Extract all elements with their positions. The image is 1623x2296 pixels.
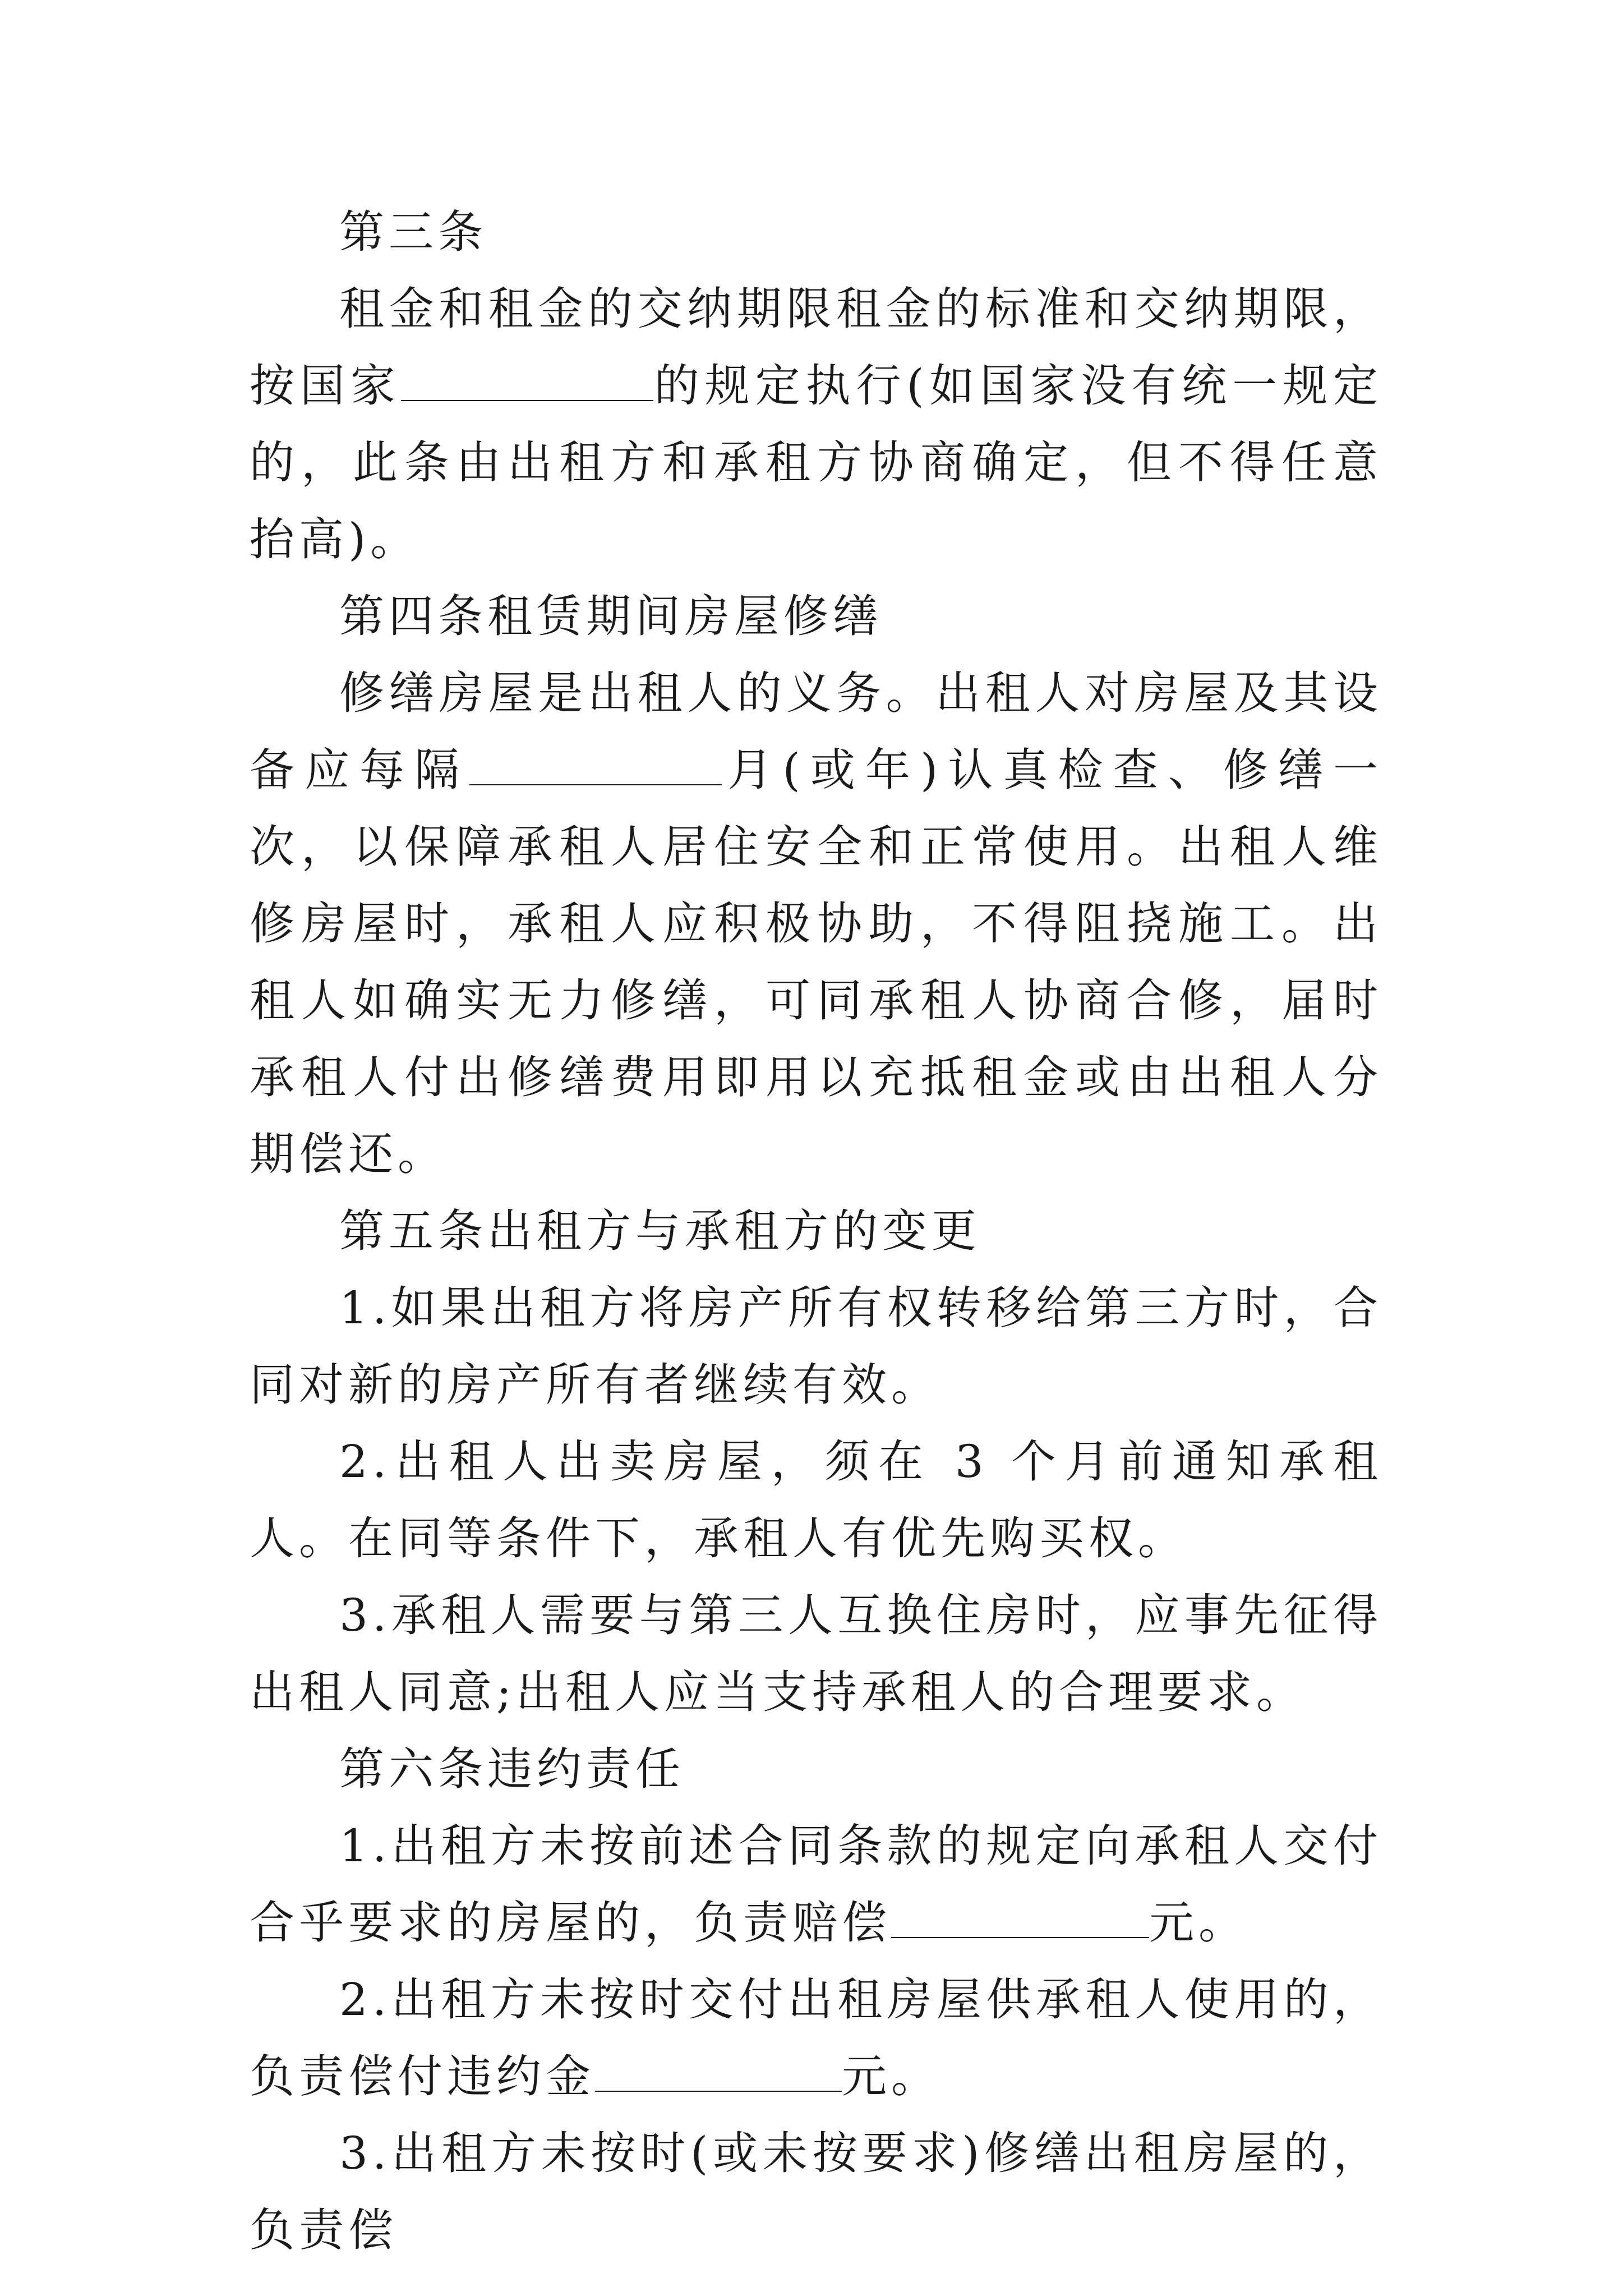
article-5-item-3: 3.承租人需要与第三人互换住房时，应事先征得出租人同意;出租人应当支持承租人的合理要求。: [250, 1589, 1382, 1718]
fill-blank-standard: [401, 364, 653, 401]
document-body: [250, 194, 1382, 2269]
article-6-item-1-unit: 元。: [1149, 1897, 1248, 1949]
article-5-item-1: 1.如果出租方将房产所有权转移给第三方时，合同对新的房产所有者继续有效。: [250, 1282, 1382, 1411]
fill-blank-compensation: [891, 1901, 1149, 1938]
article-4-title: 第四条租赁期间房屋修缮: [339, 590, 882, 642]
article-5-title: 第五条出租方与承租方的变更: [339, 1205, 981, 1257]
fill-blank-penalty: [595, 2055, 842, 2092]
article-3-title: 第三条: [339, 206, 487, 258]
article-6-title: 第六条违约责任: [339, 1743, 685, 1795]
article-6-item-1-text: 1.出租方未按前述合同条款的规定向承租人交付合乎要求的房屋的，负责赔偿: [250, 1820, 1382, 1949]
article-6-item-2-unit: 元。: [842, 2050, 940, 2102]
article-6-item-1: [250, 1807, 1382, 1961]
article-5-item-2: 2.出租人出卖房屋，须在 3 个月前通知承租人。在同等条件下，承租人有优先购买权。: [250, 1435, 1382, 1565]
article-6-item-2-text: 2.出租方未按时交付出租房屋供承租人使用的，负责偿付违约金: [250, 1973, 1382, 2102]
article-6-item-3: 3.出租方未按时(或未按要求)修缮出租房屋的，负责偿: [250, 2127, 1382, 2256]
article-4-paragraph: [250, 655, 1382, 1193]
article-3-text-start: 租金和租金的交纳期限租金的标准和交纳期限，按国家: [250, 283, 1382, 412]
article-4-text-start: 修缮房屋是出租人的义务。出租人对房屋及其设备应每隔: [250, 667, 1382, 796]
article-3-paragraph: [250, 270, 1382, 578]
article-3-text-end: 的规定执行(如国家没有统一规定的，此条由出租方和承租方协商确定，但不得任意抬高)。: [250, 360, 1382, 565]
fill-blank-interval: [469, 748, 722, 785]
article-6-item-2: [250, 1961, 1382, 2115]
article-4-text-end: 月(或年)认真检查、修缮一次，以保障承租人居住安全和正常使用。出租人维修房屋时，承租人应积极协助，不得阻挠施工。出租人如确实无力修缮，可同承租人协商合修，届时承租人付出修缮费用即用以充抵租金或由出租人分期偿还。: [250, 744, 1383, 1180]
